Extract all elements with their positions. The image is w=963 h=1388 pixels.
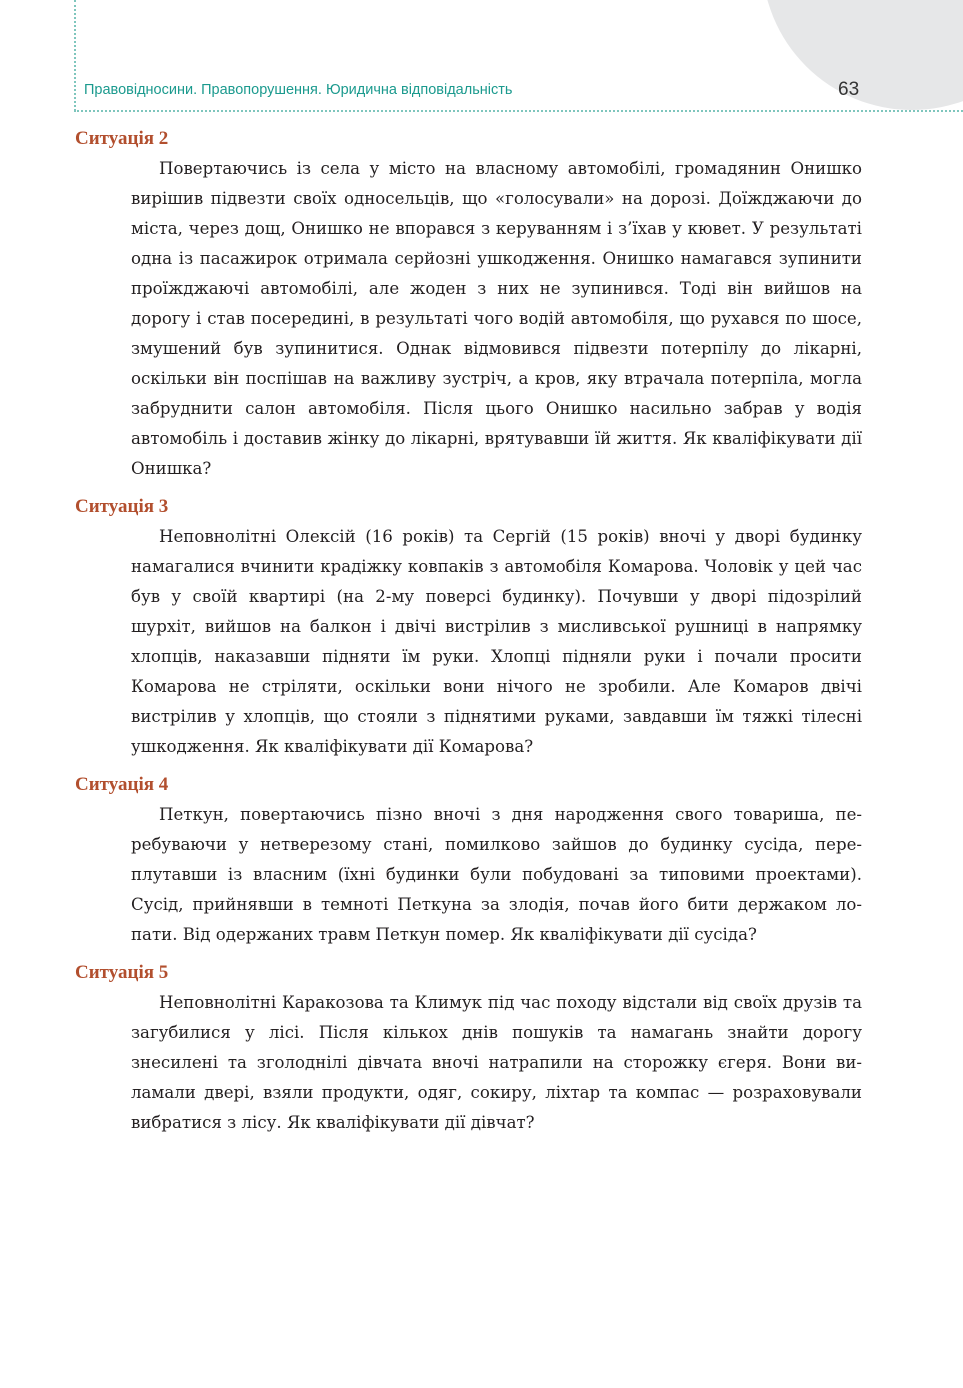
situation-heading: Ситуація 2 <box>75 128 169 149</box>
situation-text: Петкун, повертаючись пізно вночі з дня народження свого товариша, перебуваючи у нетверезому стані, помилково зайшов до будинку сусіда, переплутавши із власним (їхні будинки були побудовані за типовими проектами). Сусід, прийнявши в темноті Петкуна за злодія, почав його бити держаком лопати. Від одержаних травм Петкун помер. Як кваліфікувати дії сусіда? <box>131 805 862 944</box>
margin-dotted-rule <box>74 0 76 111</box>
situation-heading: Ситуація 5 <box>75 962 169 983</box>
situation-text: Повертаючись із села у місто на власному автомобілі, громадянин Онишко вирішив підвезти своїх односельців, що «голосували» на дорозі. Доїжджаючи до міста, через дощ, Онишко не впорався з керуванням і з’їхав у кювет. У результаті одна із пасажирок отримала серйозні ушкодження. Онишко намагався зупинити проїжджаючі автомобілі, але жоден з них не зупинився. Тоді він вийшов на дорогу і став посередині, в результаті чого водій автомобіля, що рухався по шосе, змушений був зупинитися. Однак відмовився підвезти потерпілу до лікарні, оскільки він поспішав на важливу зустріч, а кров, яку втрачала потерпіла, могла забруднити салон автомобіля. Після цього Онишко насильно забрав у водія автомобіль і доставив жінку до лікарні, врятувавши їй життя. Як кваліфікувати дії Онишка? <box>131 159 862 478</box>
corner-decoration <box>762 0 963 110</box>
running-title: Правовідносини. Правопорушення. Юридична відповідальність <box>84 82 513 98</box>
situation-text: Неповнолітні Каракозова та Климук під час походу відстали від своїх друзів та загубилися у лісі. Після кількох днів пошуків та намагань знайти дорогу знесилені та зголоднілі дівчата вночі натрапили на сторожку єгеря. Вони виламали двері, взяли продукти, одяг, сокиру, ліхтар та компас — розраховували вибратися з лісу. Як кваліфікувати дії дівчат? <box>131 993 862 1132</box>
page-number: 63 <box>838 79 860 100</box>
situation-heading: Ситуація 3 <box>75 496 169 517</box>
situation-text: Неповнолітні Олексій (16 років) та Сергій (15 років) вночі у дворі будинку намагалися вчинити крадіжку ковпаків з автомобіля Комарова. Чоловік у цей час був у своїй квартирі (на 2-му поверсі будинку). Почувши у дворі підозрілий шурхіт, вийшов на балкон і двічі вистрілив з мисливської рушниці в напрямку хлопців, наказавши підняти їм руки. Хлопці підняли руки і почали просити Комарова не стріляти, оскільки вони нічого не зробили. Але Комаров двічі вистрілив у хлопців, що стояли з піднятими руками, завдавши їм тяжкі тілесні ушкодження. Як кваліфікувати дії Комарова? <box>131 527 862 756</box>
situation-heading: Ситуація 4 <box>75 774 169 795</box>
page-content <box>75 124 863 1138</box>
header-dotted-rule <box>74 110 963 112</box>
